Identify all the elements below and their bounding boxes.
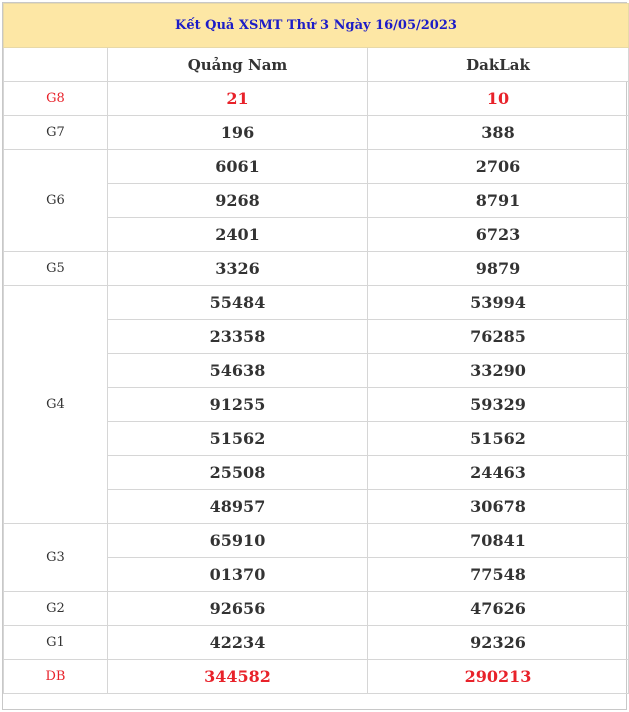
prize-value: 9879 [368, 252, 629, 286]
prize-value: 47626 [368, 592, 629, 626]
header-row [4, 48, 629, 82]
prize-row-g6 [4, 150, 629, 184]
prize-value: 33290 [368, 354, 629, 388]
prize-value: 55484 [108, 286, 368, 320]
prize-label-g6: G6 [4, 150, 108, 252]
prize-label-g5: G5 [4, 252, 108, 286]
header-quang-nam: Quảng Nam [108, 48, 368, 82]
lottery-results-table [3, 3, 629, 694]
title-row [4, 4, 629, 48]
prize-value: 92656 [108, 592, 368, 626]
prize-row-g1 [4, 626, 629, 660]
prize-value: 51562 [108, 422, 368, 456]
prize-label-g1: G1 [4, 626, 108, 660]
results-panel [2, 2, 627, 710]
prize-value: 9268 [108, 184, 368, 218]
prize-value: 24463 [368, 456, 629, 490]
prize-value: 48957 [108, 490, 368, 524]
prize-value: 59329 [368, 388, 629, 422]
prize-row-g5 [4, 252, 629, 286]
prize-value: 23358 [108, 320, 368, 354]
prize-row-g2 [4, 592, 629, 626]
prize-label-g4: G4 [4, 286, 108, 524]
prize-value: 196 [108, 116, 368, 150]
prize-value: 2706 [368, 150, 629, 184]
prize-value: 30678 [368, 490, 629, 524]
prize-value: 2401 [108, 218, 368, 252]
prize-value: 6061 [108, 150, 368, 184]
prize-value: 91255 [108, 388, 368, 422]
prize-value: 76285 [368, 320, 629, 354]
special-prize-value: 290213 [368, 660, 629, 694]
header-daklak: DakLak [368, 48, 629, 82]
prize-value: 01370 [108, 558, 368, 592]
prize-row-g3 [4, 524, 629, 558]
prize-value: 6723 [368, 218, 629, 252]
prize-value: 53994 [368, 286, 629, 320]
prize-value: 65910 [108, 524, 368, 558]
prize-row-g7 [4, 116, 629, 150]
prize-row-g8 [4, 82, 629, 116]
header-blank [4, 48, 108, 82]
prize-value: 92326 [368, 626, 629, 660]
prize-value: 10 [368, 82, 629, 116]
prize-label-g2: G2 [4, 592, 108, 626]
prize-value: 25508 [108, 456, 368, 490]
prize-value: 42234 [108, 626, 368, 660]
prize-value: 8791 [368, 184, 629, 218]
prize-label-db: DB [4, 660, 108, 694]
prize-value: 54638 [108, 354, 368, 388]
prize-value: 77548 [368, 558, 629, 592]
special-prize-value: 344582 [108, 660, 368, 694]
prize-label-g7: G7 [4, 116, 108, 150]
page-title: Kết Quả XSMT Thứ 3 Ngày 16/05/2023 [4, 4, 629, 48]
prize-value: 51562 [368, 422, 629, 456]
prize-row-db [4, 660, 629, 694]
prize-value: 70841 [368, 524, 629, 558]
prize-value: 21 [108, 82, 368, 116]
prize-value: 388 [368, 116, 629, 150]
prize-value: 3326 [108, 252, 368, 286]
prize-label-g8: G8 [4, 82, 108, 116]
prize-label-g3: G3 [4, 524, 108, 592]
prize-row-g4 [4, 286, 629, 320]
